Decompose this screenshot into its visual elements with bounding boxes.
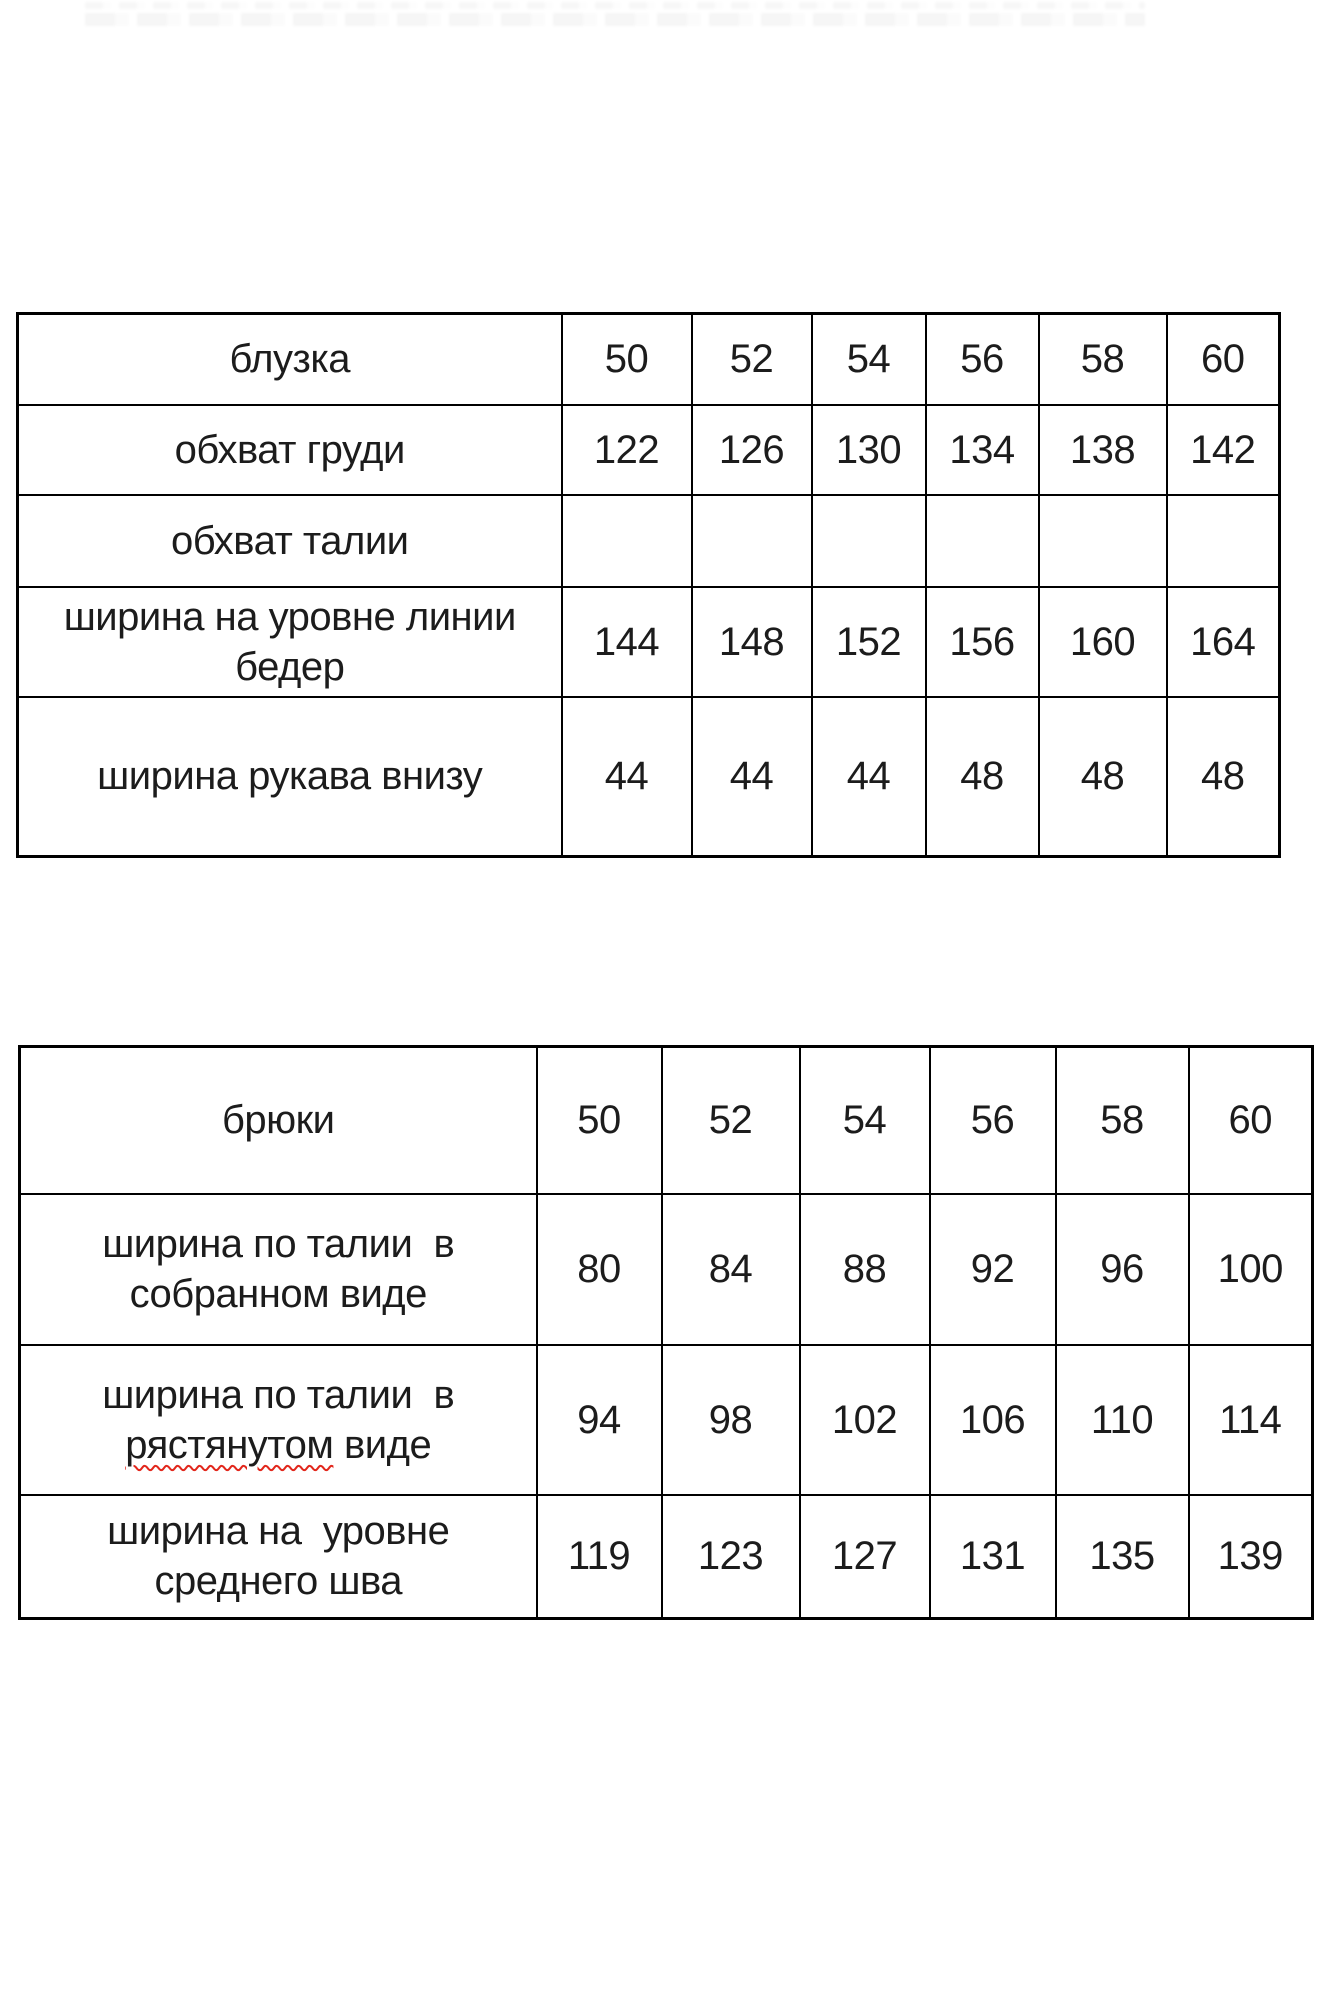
value-cell: 48	[926, 697, 1039, 857]
value-cell: 131	[930, 1495, 1056, 1619]
row-label-waist-width-gathered: ширина по талии в собранном виде	[20, 1194, 537, 1345]
value-cell: 148	[692, 587, 812, 697]
row-label-sleeve-bottom-width: ширина рукава внизу	[18, 697, 562, 857]
value-cell: 114	[1189, 1345, 1313, 1495]
value-cell: 127	[800, 1495, 930, 1619]
value-cell: 135	[1056, 1495, 1189, 1619]
value-cell-empty	[1039, 495, 1167, 587]
row-label-mid-seam-width: ширина на уровне среднего шва	[20, 1495, 537, 1619]
size-header-cell: 54	[812, 314, 926, 405]
clipped-text-artifact	[85, 0, 1145, 28]
value-cell: 48	[1167, 697, 1280, 857]
value-cell: 110	[1056, 1345, 1189, 1495]
size-header-cell: 50	[537, 1047, 662, 1194]
value-cell: 156	[926, 587, 1039, 697]
table-row	[20, 1495, 1313, 1619]
value-cell: 134	[926, 405, 1039, 495]
table-row	[20, 1047, 1313, 1194]
row-label-trousers: брюки	[20, 1047, 537, 1194]
size-header-cell: 60	[1189, 1047, 1313, 1194]
value-cell-empty	[926, 495, 1039, 587]
value-cell: 44	[562, 697, 692, 857]
value-cell: 84	[662, 1194, 800, 1345]
clipped-text-line-2	[85, 13, 1145, 26]
row-label-blouse: блузка	[18, 314, 562, 405]
misspelled-word: рястянутом	[125, 1422, 334, 1467]
value-cell: 126	[692, 405, 812, 495]
table-row	[18, 697, 1280, 857]
row-label-hip-line-width: ширина на уровне линии бедер	[18, 587, 562, 697]
value-cell-empty	[562, 495, 692, 587]
row-label-chest-girth: обхват груди	[18, 405, 562, 495]
value-cell-empty	[812, 495, 926, 587]
value-cell-empty	[1167, 495, 1280, 587]
size-header-cell: 52	[662, 1047, 800, 1194]
table-row	[18, 495, 1280, 587]
clipped-text-line-1	[85, 2, 1145, 9]
size-header-cell: 58	[1039, 314, 1167, 405]
size-header-cell: 52	[692, 314, 812, 405]
value-cell: 142	[1167, 405, 1280, 495]
value-cell: 160	[1039, 587, 1167, 697]
size-header-cell: 56	[930, 1047, 1056, 1194]
size-header-cell: 54	[800, 1047, 930, 1194]
value-cell: 80	[537, 1194, 662, 1345]
value-cell-empty	[692, 495, 812, 587]
value-cell: 106	[930, 1345, 1056, 1495]
value-cell: 164	[1167, 587, 1280, 697]
value-cell: 119	[537, 1495, 662, 1619]
value-cell: 88	[800, 1194, 930, 1345]
size-header-cell: 58	[1056, 1047, 1189, 1194]
blouse-size-table	[16, 312, 1281, 858]
trousers-size-table	[18, 1045, 1314, 1620]
table-row	[18, 314, 1280, 405]
value-cell: 96	[1056, 1194, 1189, 1345]
table-row	[18, 405, 1280, 495]
size-header-cell: 50	[562, 314, 692, 405]
value-cell: 44	[692, 697, 812, 857]
size-header-cell: 60	[1167, 314, 1280, 405]
value-cell: 139	[1189, 1495, 1313, 1619]
value-cell: 44	[812, 697, 926, 857]
value-cell: 94	[537, 1345, 662, 1495]
value-cell: 102	[800, 1345, 930, 1495]
value-cell: 100	[1189, 1194, 1313, 1345]
value-cell: 122	[562, 405, 692, 495]
size-header-cell: 56	[926, 314, 1039, 405]
value-cell: 98	[662, 1345, 800, 1495]
value-cell: 152	[812, 587, 926, 697]
value-cell: 138	[1039, 405, 1167, 495]
table-row	[20, 1194, 1313, 1345]
table-row	[18, 587, 1280, 697]
value-cell: 48	[1039, 697, 1167, 857]
table-row	[20, 1345, 1313, 1495]
row-label-waist-girth: обхват талии	[18, 495, 562, 587]
value-cell: 123	[662, 1495, 800, 1619]
row-label-waist-width-stretched: ширина по талии в рястянутом виде	[20, 1345, 537, 1495]
value-cell: 144	[562, 587, 692, 697]
value-cell: 92	[930, 1194, 1056, 1345]
value-cell: 130	[812, 405, 926, 495]
